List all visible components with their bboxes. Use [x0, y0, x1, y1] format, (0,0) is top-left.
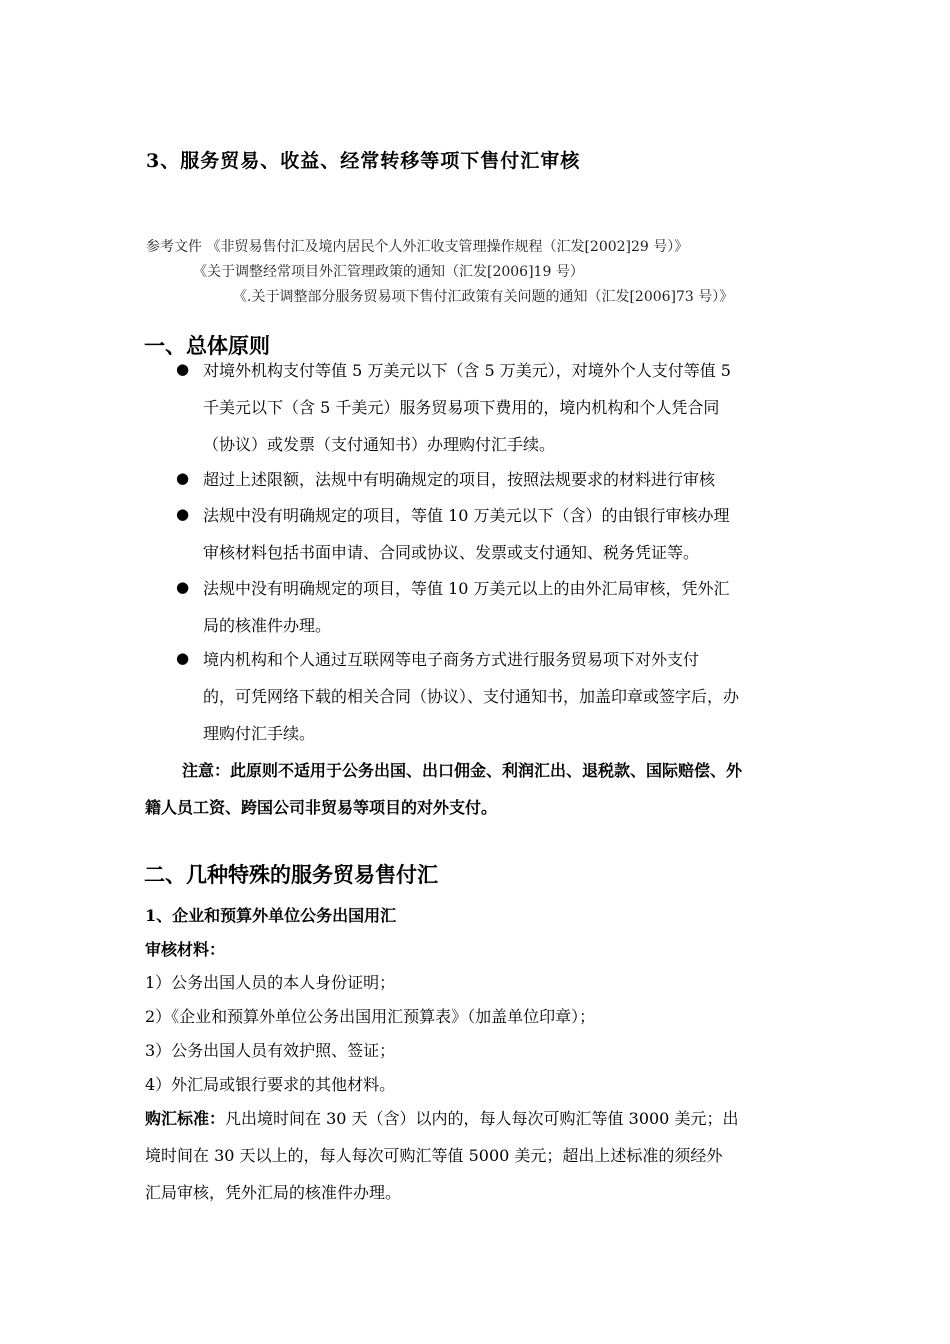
- note-line-2: 籍人员工资、跨国公司非贸易等项目的对外支付。: [145, 798, 498, 817]
- bullet-text-line: 法规中没有明确规定的项目，等值 10 万美元以上的由外汇局审核，凭外汇: [203, 579, 730, 598]
- standard-label: 购汇标准：: [145, 1109, 226, 1128]
- material-item: 4）外汇局或银行要求的其他材料。: [145, 1075, 396, 1094]
- bullet-text-line: 对境外机构支付等值 5 万美元以下（含 5 万美元），对境外个人支付等值 5: [203, 361, 731, 380]
- bullet-text-line: 局的核准件办理。: [203, 616, 332, 635]
- reference-line-3: 《.关于调整部分服务贸易项下售付汇政策有关问题的通知（汇发[2006]73 号）》: [233, 289, 734, 305]
- material-item: 2）《企业和预算外单位公务出国用汇预算表》（加盖单位印章）；: [145, 1007, 596, 1026]
- bullet-text-line: 法规中没有明确规定的项目，等值 10 万美元以下（含）的由银行审核办理: [203, 506, 730, 525]
- standard-text: 凡出境时间在 30 天（含）以内的，每人每次可购汇等值 3000 美元；出: [225, 1109, 739, 1128]
- subsection-heading: 1、企业和预算外单位公务出国用汇: [145, 906, 397, 925]
- standard-line-3: 汇局审核，凭外汇局的核准件办理。: [145, 1183, 402, 1202]
- standard-line-1: [145, 1106, 738, 1129]
- bullet-text-line: 千美元以下（含 5 千美元）服务贸易项下费用的，境内机构和个人凭合同: [203, 398, 720, 417]
- section-heading-special-services: 二、几种特殊的服务贸易售付汇: [144, 862, 438, 887]
- bullet-icon: ●: [176, 360, 190, 378]
- bullet-text-line: 境内机构和个人通过互联网等电子商务方式进行服务贸易项下对外支付: [203, 650, 700, 669]
- bullet-icon: ●: [176, 505, 190, 523]
- materials-label: 审核材料：: [145, 940, 226, 959]
- bullet-icon: ●: [176, 469, 190, 487]
- material-item: 3）公务出国人员有效护照、签证；: [145, 1041, 396, 1060]
- bullet-text-line: （协议）或发票（支付通知书）办理购付汇手续。: [203, 435, 556, 454]
- note-line-1: 注意：此原则不适用于公务出国、出口佣金、利润汇出、退税款、国际赔偿、外: [182, 761, 743, 780]
- reference-line-1: 参考文件 《非贸易售付汇及境内居民个人外汇收支管理操作规程（汇发[2002]29 号）》: [146, 239, 689, 255]
- bullet-text-line: 超过上述限额，法规中有明确规定的项目，按照法规要求的材料进行审核: [203, 470, 716, 489]
- page-title: 3、服务贸易、收益、经常转移等项下售付汇审核: [146, 150, 581, 172]
- reference-line-2: 《关于调整经常项目外汇管理政策的通知（汇发[2006]19 号）: [193, 264, 584, 280]
- section-heading-general-principles: 一、总体原则: [144, 333, 270, 358]
- bullet-text-line: 的，可凭网络下载的相关合同（协议）、支付通知书，加盖印章或签字后，办: [203, 687, 740, 706]
- standard-line-2: 境时间在 30 天以上的，每人每次可购汇等值 5000 美元；超出上述标准的须经外: [145, 1146, 723, 1165]
- bullet-text-line: 理购付汇手续。: [203, 724, 316, 743]
- bullet-icon: ●: [176, 649, 190, 667]
- material-item: 1）公务出国人员的本人身份证明；: [145, 973, 396, 992]
- bullet-icon: ●: [176, 578, 190, 596]
- bullet-text-line: 审核材料包括书面申请、合同或协议、发票或支付通知、税务凭证等。: [203, 543, 700, 562]
